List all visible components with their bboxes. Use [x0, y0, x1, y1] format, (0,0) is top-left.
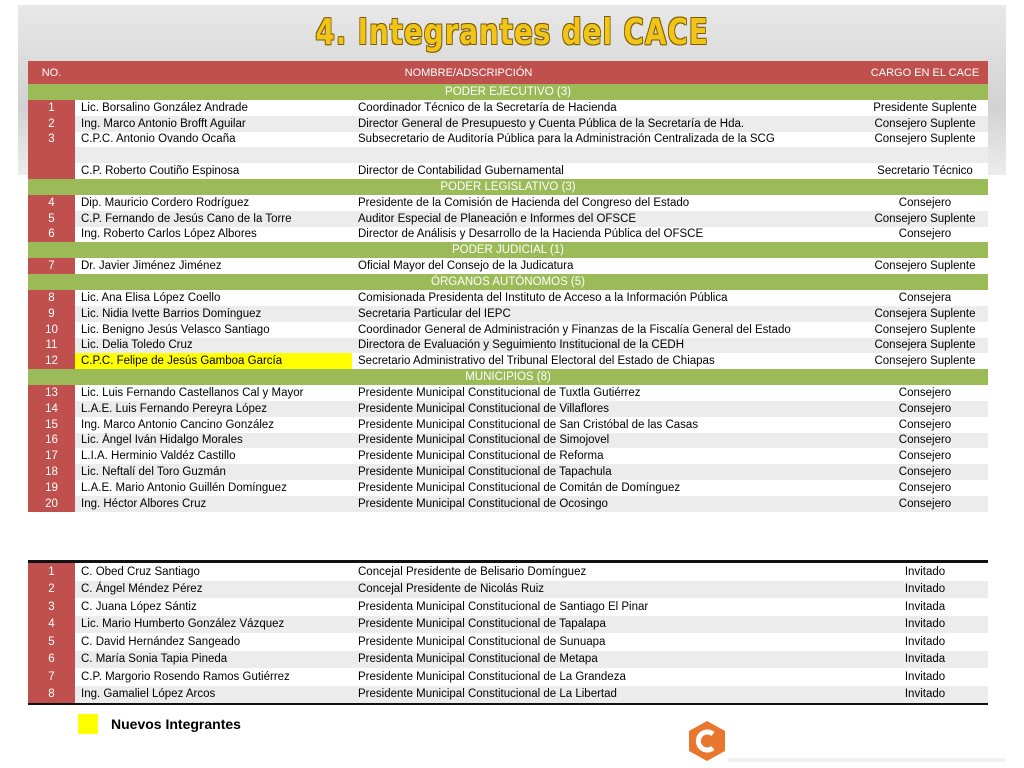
row-number: 4	[28, 195, 75, 211]
member-name: Lic. Ana Elisa López Coello	[75, 290, 352, 306]
section-row	[28, 179, 988, 195]
member-adscripcion: Director de Contabilidad Gubernamental	[352, 163, 862, 179]
member-cargo: Consejero	[862, 480, 988, 496]
member-adscripcion: Coordinador General de Administración y Finanzas de la Fiscalía General del Estado	[352, 322, 862, 338]
member-name: C.P.C. Felipe de Jesús Gamboa García	[75, 353, 352, 369]
member-adscripcion: Presidente Municipal Constitucional de Reforma	[352, 448, 862, 464]
member-adscripcion: Presidenta Municipal Constitucional de Metapa	[352, 651, 862, 669]
member-adscripcion: Subsecretario de Auditoría Pública para la Administración Centralizada de la SCG	[352, 132, 862, 148]
table-row	[28, 100, 988, 116]
table-row	[28, 258, 988, 274]
table-row	[28, 195, 988, 211]
member-cargo: Invitado	[862, 633, 988, 651]
table-row	[28, 480, 988, 496]
table-row	[28, 132, 988, 148]
row-number: 7	[28, 258, 75, 274]
table-row	[28, 147, 988, 163]
c-logo-icon	[686, 720, 728, 762]
member-adscripcion: Presidente Municipal Constitucional de Villaflores	[352, 401, 862, 417]
member-cargo: Consejero	[862, 433, 988, 449]
member-cargo: Consejero Suplente	[862, 353, 988, 369]
member-name: Ing. Marco Antonio Brofft Aguilar	[75, 116, 352, 132]
row-number: 6	[28, 651, 75, 669]
member-cargo: Invitado	[862, 686, 988, 705]
member-cargo: Consejero	[862, 448, 988, 464]
row-number: 3	[28, 132, 75, 148]
member-adscripcion: Presidente Municipal Constitucional de Comitán de Domínguez	[352, 480, 862, 496]
member-adscripcion: Presidente Municipal Constitucional de Tuxtla Gutiérrez	[352, 385, 862, 401]
member-name: C.P. Margorio Rosendo Ramos Gutiérrez	[75, 668, 352, 686]
member-adscripcion: Directora de Evaluación y Seguimiento Institucional de la CEDH	[352, 338, 862, 354]
member-cargo: Consejero Suplente	[862, 322, 988, 338]
member-cargo: Invitada	[862, 598, 988, 616]
table-row	[28, 116, 988, 132]
member-cargo: Consejera Suplente	[862, 306, 988, 322]
table-row	[28, 686, 988, 705]
header-nombre: NOMBRE/ADSCRIPCIÓN	[75, 61, 862, 84]
member-cargo: Consejero	[862, 401, 988, 417]
member-name: Lic. Mario Humberto González Vázquez	[75, 616, 352, 634]
member-adscripcion: Presidente Municipal Constitucional de La Libertad	[352, 686, 862, 705]
member-cargo: Secretario Técnico	[862, 163, 988, 179]
member-name: Lic. Benigno Jesús Velasco Santiago	[75, 322, 352, 338]
footer-line	[728, 758, 1006, 762]
member-cargo: Consejero Suplente	[862, 258, 988, 274]
member-name: Ing. Marco Antonio Cancino González	[75, 417, 352, 433]
member-adscripcion: Presidente de la Comisión de Hacienda del Congreso del Estado	[352, 195, 862, 211]
row-number: 5	[28, 633, 75, 651]
section-row	[28, 84, 988, 100]
member-name: L.A.E. Luis Fernando Pereyra López	[75, 401, 352, 417]
member-adscripcion: Presidenta Municipal Constitucional de Santiago El Pinar	[352, 598, 862, 616]
member-adscripcion: Presidente Municipal Constitucional de Simojovel	[352, 433, 862, 449]
table-row	[28, 211, 988, 227]
members-table	[28, 61, 988, 512]
section-title: PODER JUDICIAL (1)	[28, 242, 988, 258]
member-name: C. Obed Cruz Santiago	[75, 562, 352, 581]
member-name: L.I.A. Herminio Valdéz Castillo	[75, 448, 352, 464]
member-name: Dr. Javier Jiménez Jiménez	[75, 258, 352, 274]
table-row	[28, 633, 988, 651]
row-number: 18	[28, 464, 75, 480]
member-name: C.P. Roberto Coutiño Espinosa	[75, 163, 352, 179]
member-name: Lic. Luis Fernando Castellanos Cal y Mayor	[75, 385, 352, 401]
member-adscripcion: Presidente Municipal Constitucional de Tapachula	[352, 464, 862, 480]
member-cargo: Consejero	[862, 227, 988, 243]
member-adscripcion: Secretario Administrativo del Tribunal Electoral del Estado de Chiapas	[352, 353, 862, 369]
row-number: 10	[28, 322, 75, 338]
legend-swatch	[78, 714, 98, 734]
section-title: ÓRGANOS AUTÓNOMOS (5)	[28, 274, 988, 290]
section-row	[28, 242, 988, 258]
row-number: 2	[28, 581, 75, 599]
row-number: 2	[28, 116, 75, 132]
table-row	[28, 385, 988, 401]
member-name: Ing. Héctor Albores Cruz	[75, 496, 352, 512]
header-cargo: CARGO EN EL CACE	[862, 61, 988, 84]
table-row	[28, 163, 988, 179]
table-row	[28, 227, 988, 243]
member-name: C. Ángel Méndez Pérez	[75, 581, 352, 599]
section-title: PODER LEGISLATIVO (3)	[28, 179, 988, 195]
page-title: 4. Integrantes del CACE	[315, 12, 709, 53]
row-number: 13	[28, 385, 75, 401]
member-cargo: Invitado	[862, 562, 988, 581]
row-number: 11	[28, 338, 75, 354]
table-row	[28, 464, 988, 480]
table-row	[28, 353, 988, 369]
member-adscripcion: Secretaria Particular del IEPC	[352, 306, 862, 322]
member-name: C.P. Fernando de Jesús Cano de la Torre	[75, 211, 352, 227]
member-adscripcion: Director General de Presupuesto y Cuenta Pública de la Secretaría de Hda.	[352, 116, 862, 132]
member-name: L.A.E. Mario Antonio Guillén Domínguez	[75, 480, 352, 496]
member-adscripcion: Presidente Municipal Constitucional de Sunuapa	[352, 633, 862, 651]
section-title: MUNICIPIOS (8)	[28, 369, 988, 385]
row-number: 19	[28, 480, 75, 496]
member-cargo: Consejero Suplente	[862, 211, 988, 227]
member-cargo: Invitado	[862, 581, 988, 599]
table-row	[28, 290, 988, 306]
row-number: 1	[28, 562, 75, 581]
member-adscripcion: Oficial Mayor del Consejo de la Judicatura	[352, 258, 862, 274]
row-number: 15	[28, 417, 75, 433]
row-number: 8	[28, 686, 75, 705]
member-adscripcion: Director de Análisis y Desarrollo de la Hacienda Pública del OFSCE	[352, 227, 862, 243]
table-row	[28, 448, 988, 464]
table-row	[28, 598, 988, 616]
member-name: C. Juana López Sántiz	[75, 598, 352, 616]
section-title: PODER EJECUTIVO (3)	[28, 84, 988, 100]
member-adscripcion: Presidente Municipal Constitucional de San Cristóbal de las Casas	[352, 417, 862, 433]
header-no: NO.	[28, 61, 75, 84]
member-adscripcion: Concejal Presidente de Nicolás Ruiz	[352, 581, 862, 599]
member-name: Dip. Mauricio Cordero Rodríguez	[75, 195, 352, 211]
table-row	[28, 496, 988, 512]
member-cargo: Consejero Suplente	[862, 132, 988, 148]
table-row	[28, 401, 988, 417]
member-adscripcion: Comisionada Presidenta del Instituto de Acceso a la Información Pública	[352, 290, 862, 306]
table-row	[28, 338, 988, 354]
member-adscripcion	[352, 147, 862, 163]
member-adscripcion: Presidente Municipal Constitucional de La Grandeza	[352, 668, 862, 686]
member-name: C. María Sonia Tapia Pineda	[75, 651, 352, 669]
row-number: 5	[28, 211, 75, 227]
row-number: 16	[28, 433, 75, 449]
member-cargo: Consejero	[862, 417, 988, 433]
member-cargo: Consejero	[862, 464, 988, 480]
table-row	[28, 581, 988, 599]
member-cargo: Consejero Suplente	[862, 116, 988, 132]
table-row	[28, 562, 988, 581]
row-number: 17	[28, 448, 75, 464]
section-row	[28, 369, 988, 385]
member-cargo: Invitado	[862, 668, 988, 686]
table-row	[28, 651, 988, 669]
member-cargo: Presidente Suplente	[862, 100, 988, 116]
row-number: 20	[28, 496, 75, 512]
row-number	[28, 147, 75, 163]
member-cargo: Consejero	[862, 195, 988, 211]
member-cargo	[862, 147, 988, 163]
member-adscripcion: Coordinador Técnico de la Secretaría de Hacienda	[352, 100, 862, 116]
table-row	[28, 616, 988, 634]
member-adscripcion: Presidente Municipal Constitucional de Tapalapa	[352, 616, 862, 634]
legend-label: Nuevos Integrantes	[111, 716, 241, 732]
table-header-row	[28, 61, 988, 84]
member-cargo: Consejera	[862, 290, 988, 306]
row-number: 6	[28, 227, 75, 243]
member-adscripcion: Auditor Especial de Planeación e Informes del OFSCE	[352, 211, 862, 227]
row-number: 1	[28, 100, 75, 116]
row-number: 8	[28, 290, 75, 306]
table-row	[28, 433, 988, 449]
member-name: Ing. Roberto Carlos López Albores	[75, 227, 352, 243]
member-name: C.P.C. Antonio Ovando Ocaña	[75, 132, 352, 148]
member-name: Lic. Neftalí del Toro Guzmán	[75, 464, 352, 480]
member-cargo: Invitado	[862, 616, 988, 634]
member-adscripcion: Presidente Municipal Constitucional de Ocosingo	[352, 496, 862, 512]
row-number: 3	[28, 598, 75, 616]
member-name: Lic. Nidia Ivette Barrios Domínguez	[75, 306, 352, 322]
invited-table	[28, 560, 988, 705]
table-row	[28, 322, 988, 338]
row-number: 14	[28, 401, 75, 417]
table-row	[28, 306, 988, 322]
row-number: 4	[28, 616, 75, 634]
row-number: 7	[28, 668, 75, 686]
member-cargo: Consejero	[862, 496, 988, 512]
member-name: C. David Hernández Sangeado	[75, 633, 352, 651]
member-name	[75, 147, 352, 163]
table-row	[28, 417, 988, 433]
table-row	[28, 668, 988, 686]
member-name: Lic. Borsalino González Andrade	[75, 100, 352, 116]
row-number	[28, 163, 75, 179]
member-cargo: Invitada	[862, 651, 988, 669]
member-adscripcion: Concejal Presidente de Belisario Domínguez	[352, 562, 862, 581]
member-name: Lic. Delia Toledo Cruz	[75, 338, 352, 354]
member-name: Lic. Ángel Iván Hidalgo Morales	[75, 433, 352, 449]
member-name: Ing. Gamaliel López Arcos	[75, 686, 352, 705]
member-cargo: Consejero	[862, 385, 988, 401]
row-number: 9	[28, 306, 75, 322]
member-cargo: Consejera Suplente	[862, 338, 988, 354]
section-row	[28, 274, 988, 290]
row-number: 12	[28, 353, 75, 369]
